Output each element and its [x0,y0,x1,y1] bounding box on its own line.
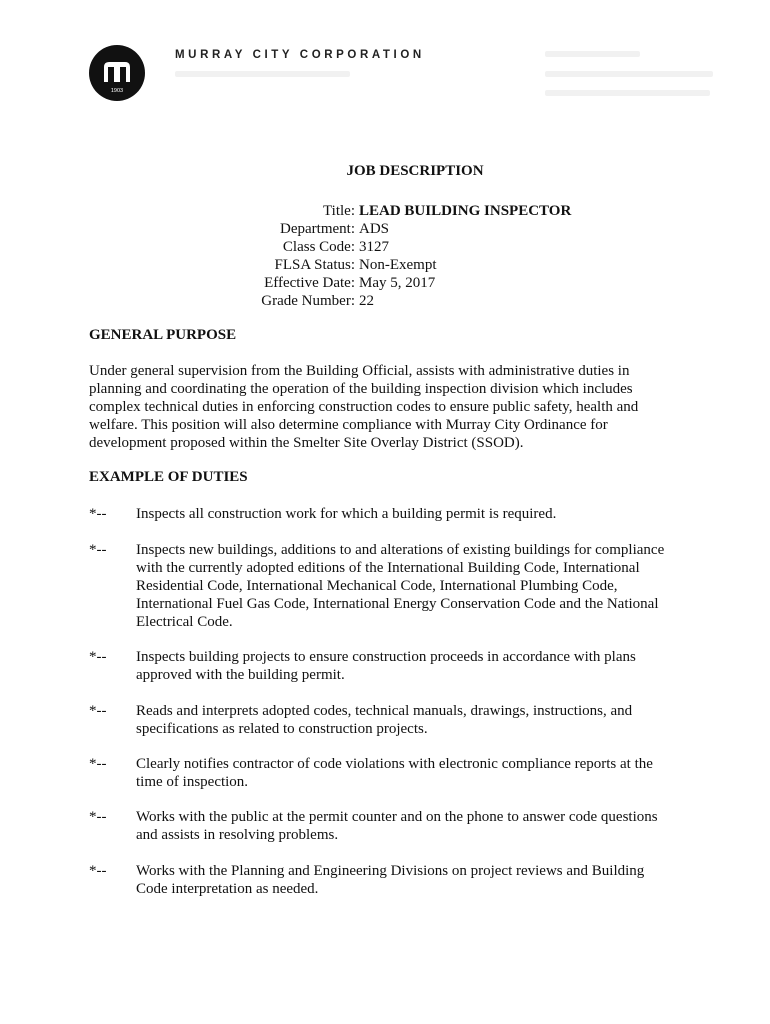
letterhead-faded-contact-1 [545,51,640,57]
meta-row-flsa-status [0,256,770,274]
duty-text: Reads and interprets adopted codes, technical manuals, drawings, instructions, and specifications as related to construction projects. [136,703,633,737]
meta-value-title: LEAD BUILDING INSPECTOR [359,203,572,219]
duty-bullet: *-- [89,863,107,879]
duty-item [89,648,679,684]
letterhead-faded-address [175,71,350,77]
letterhead-faded-contact-2 [545,71,713,77]
duty-bullet: *-- [89,542,107,558]
meta-row-department [0,220,770,238]
duty-text: Works with the public at the permit counter and on the phone to answer code questions and assists in resolving problems. [136,809,658,843]
duties-heading: EXAMPLE OF DUTIES [89,469,248,485]
logo-year: 1903 [110,88,124,94]
duty-item [89,808,679,844]
meta-value-flsa-status: Non-Exempt [359,257,437,273]
job-meta-table [0,202,770,310]
letterhead-faded-contact-3 [545,90,710,96]
duty-bullet: *-- [89,809,107,825]
meta-value-class-code: 3127 [359,239,389,255]
duty-bullet: *-- [89,649,107,665]
duty-text: Works with the Planning and Engineering Divisions on project reviews and Building Code interpretation as needed. [136,863,645,897]
duty-item [89,862,679,898]
duty-item [89,702,679,738]
meta-row-effective-date [0,274,770,292]
meta-label: FLSA Status: [274,257,355,273]
org-name: MURRAY CITY CORPORATION [175,49,425,61]
duty-text: Inspects new buildings, additions to and alterations of existing buildings for compliance with the currently adopted editions of the International Building Code, International Residential Code, International Mechanical Code, International Plumbing Code, International Fuel Gas Code, International Energy Conservation Code and the National Electrical Code. [136,542,665,630]
meta-value-effective-date: May 5, 2017 [359,275,436,291]
meta-label: Grade Number: [261,293,355,309]
meta-label: Title: [323,203,355,219]
duty-bullet: *-- [89,703,107,719]
duty-item [89,505,679,523]
meta-row-title [0,202,770,220]
meta-value-grade-number: 22 [359,293,374,309]
general-purpose-text: Under general supervision from the Building Official, assists with administrative duties in planning and coordinating the operation of the building inspection division which includes complex technical duties in enforcing construction codes to ensure public safety, health and welfare. This position will also determine compliance with Murray City Ordinance for development proposed within the Smelter Site Overlay District (SSOD). [89,363,639,451]
duty-text: Clearly notifies contractor of code violations with electronic compliance reports at the time of inspection. [136,756,653,790]
general-purpose-heading: GENERAL PURPOSE [89,327,237,343]
meta-row-grade-number [0,292,770,310]
meta-label: Department: [280,221,355,237]
duty-bullet: *-- [89,506,107,522]
meta-row-class-code [0,238,770,256]
meta-value-department: ADS [359,221,390,237]
duty-text: Inspects all construction work for which a building permit is required. [136,506,557,522]
meta-label: Class Code: [282,239,355,255]
duty-text: Inspects building projects to ensure construction proceeds in accordance with plans approved with the building permit. [136,649,636,683]
murray-m-logo-icon [89,45,145,101]
meta-label: Effective Date: [264,275,355,291]
document-heading: JOB DESCRIPTION [346,163,484,179]
duty-item [89,755,679,791]
duty-bullet: *-- [89,756,107,772]
duty-item [89,541,679,631]
